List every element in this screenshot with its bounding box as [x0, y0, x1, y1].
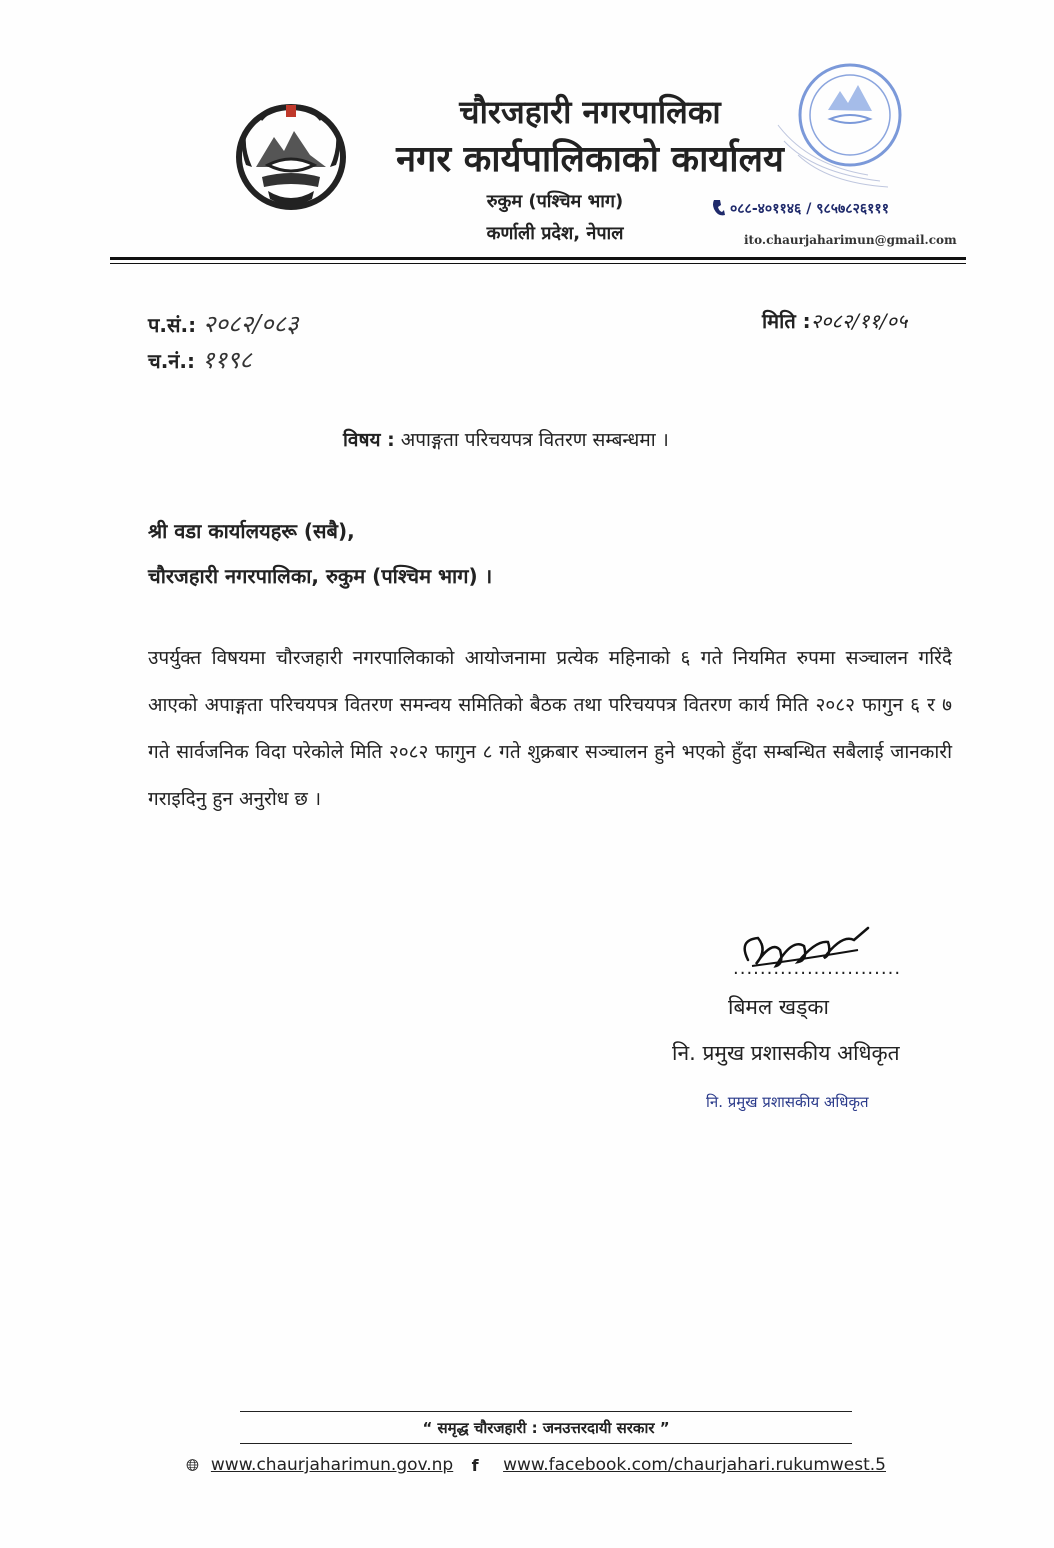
cn-line	[148, 343, 252, 376]
phone-text: ०८८-४०११४६ / ९८५७८२६१११	[730, 200, 889, 217]
stamp-title: नि. प्रमुख प्रशासकीय अधिकृत	[706, 1093, 869, 1111]
subject-label: विषय :	[343, 429, 395, 451]
signer-name: बिमल खड्का	[728, 995, 829, 1019]
addressee-line-1: श्री वडा कार्यालयहरू (सबै),	[148, 519, 355, 543]
footer-slogan: “ समृद्ध चौरजहारी : जनउत्तरदायी सरकार ”	[422, 1419, 670, 1437]
subject-text: अपाङ्गता परिचयपत्र वितरण सम्बन्धमा ।	[400, 429, 669, 451]
signer-title: नि. प्रमुख प्रशासकीय अधिकृत	[672, 1041, 900, 1065]
letter-body: उपर्युक्त विषयमा चौरजहारी नगरपालिकाको आयोजनामा प्रत्येक महिनाको ६ गते नियमित रुपमा सञ्चालन गरिंदै आएको अपाङ्गता परिचयपत्र वितरण समन्वय समितिको बैठक तथा परिचयपत्र वितरण कार्य मिति २०८२ फागुन ६ र ७ गते सार्वजनिक विदा परेकोले मिति २०८२ फागुन ८ गते शुक्रबार सञ्चालन हुने भएको हुँदा सम्बन्धित सबैलाई जानकारी गराइदिनु हुन अनुरोध छ ।	[148, 647, 952, 810]
website-link[interactable]: www.chaurjaharimun.gov.np	[210, 1455, 454, 1475]
footer-links	[186, 1452, 886, 1478]
org-name: चौरजहारी नगरपालिका	[459, 93, 721, 131]
date-value: २०८२/११/०५	[810, 309, 908, 333]
signature-dots: .........................	[733, 958, 902, 979]
district-text: रुकुम (पश्चिम भाग)	[486, 191, 624, 212]
date-line	[762, 307, 907, 334]
ps-value: २०८२/०८३	[203, 310, 299, 338]
ps-label: प.सं.:	[148, 313, 197, 337]
date-label: मिति :	[762, 309, 811, 333]
nepal-emblem-icon	[228, 95, 354, 215]
subject-line	[343, 426, 669, 452]
municipality-seal-icon	[768, 55, 918, 195]
phone-icon	[712, 199, 726, 217]
cn-label: च.नं.:	[148, 349, 195, 373]
globe-icon	[186, 1453, 199, 1477]
province-text: कर्णाली प्रदेश, नेपाल	[486, 223, 624, 244]
footer-rule-top	[240, 1411, 852, 1412]
facebook-link[interactable]: www.facebook.com/chaurjahari.rukumwest.5	[503, 1455, 886, 1475]
office-name: नगर कार्यपालिकाको कार्यालय	[396, 139, 784, 180]
header-rule	[110, 257, 966, 260]
cn-value: ११९८	[201, 346, 252, 374]
email-text: ito.chaurjaharimun@gmail.com	[744, 233, 957, 247]
ps-line	[148, 307, 299, 340]
addressee-line-2: चौरजहारी नगरपालिका, रुकुम (पश्चिम भाग) ।	[148, 564, 493, 588]
header-rule-thin	[110, 263, 966, 264]
footer-rule-bottom	[240, 1443, 852, 1444]
facebook-icon: f	[471, 1455, 479, 1475]
phone-row	[712, 196, 942, 220]
